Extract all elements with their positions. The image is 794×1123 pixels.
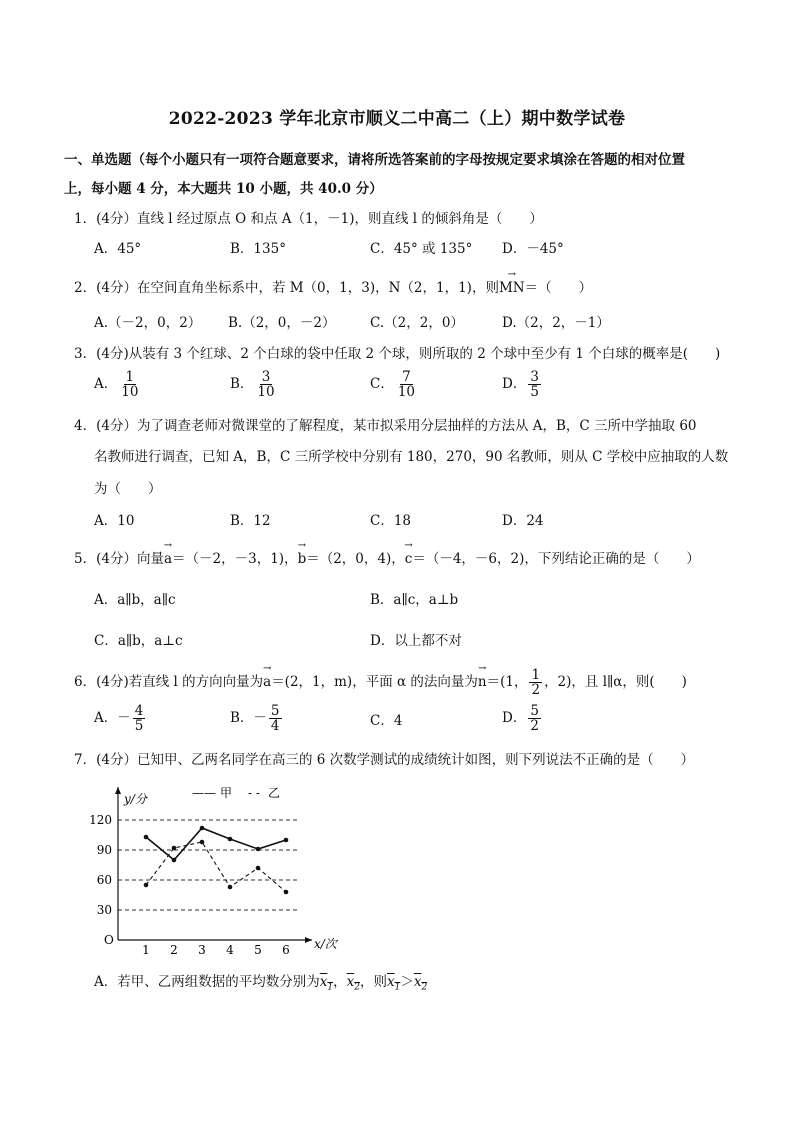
q5-stem (74, 547, 700, 567)
y-axis-label: y/分 (124, 792, 147, 806)
q3-option-b (230, 370, 279, 399)
data-point-甲-1 (144, 835, 149, 840)
q3-option-d-label: D． (502, 376, 527, 393)
q5-vector-a-value: ＝（－2，－3，1)， (172, 551, 298, 567)
q2-option-b: B.（2，0，－2） (228, 315, 336, 331)
data-point-乙-1 (144, 883, 149, 888)
q3-option-c-label: C． (370, 376, 394, 393)
q6-option-b (230, 704, 284, 733)
q6-half-fraction (529, 668, 542, 697)
q5-vector-c: → c (405, 551, 413, 567)
q3-d-numerator: 3 (530, 369, 539, 385)
legend-symbol-yi: - - (248, 786, 260, 800)
mean-x2-compare: $x_2$ (413, 974, 428, 993)
q2-stem-pre: 2．(4分）在空间直角坐标系中，若 M（0，1，3)，N（2，1，1)，则 (74, 280, 499, 296)
q5-option-c: C．a∥b，a⊥c (94, 633, 183, 649)
x-tick-label: 1 (142, 943, 150, 957)
mean-x1-compare: $x_1$ (386, 974, 401, 993)
q3-option-d-fraction (528, 370, 541, 399)
series-line-乙 (146, 842, 286, 892)
q6-vector-n-value-post: ，2)，且 l∥α，则( ) (544, 674, 687, 691)
y-tick-labels (89, 813, 112, 917)
y-tick-label: 30 (96, 903, 112, 917)
q1-option-c: C．45° 或 135° (370, 241, 473, 257)
x-tick-label: 6 (282, 943, 290, 957)
q2-option-d: D.（2，2，－1） (502, 315, 610, 331)
exam-title: 2022-2023 学年北京市顺义二中高二（上）期中数学试卷 (168, 109, 626, 129)
q6-option-d (502, 704, 543, 733)
q6-n-denominator: 2 (531, 682, 541, 699)
q3-option-d (502, 370, 543, 399)
q3-option-b-fraction (255, 370, 276, 399)
data-point-乙-5 (256, 866, 261, 871)
q3-option-c (370, 370, 419, 399)
q3-c-denominator: 10 (397, 384, 416, 401)
q4-option-c: C．18 (370, 513, 412, 529)
q6-a-numerator: 4 (134, 703, 144, 719)
section-1-header-line1: 一、单选题（每个小题只有一项符合题意要求，请将所选答案前的字母按规定要求填涂在答题的相对位置 (64, 152, 685, 168)
q4-stem-line2: 名教师进行调查，已知 A，B，C 三所学校中分别有 180，270，90 名教师，则从 C 学校中应抽取的人数 (94, 449, 729, 465)
data-point-甲-6 (284, 838, 289, 843)
q3-option-a-label: A． (94, 376, 118, 393)
series-line-甲 (146, 828, 286, 860)
q4-option-d: D．24 (502, 513, 544, 529)
q6-n-numerator: 1 (531, 667, 541, 683)
q3-a-denominator: 10 (121, 384, 139, 401)
q4-option-b: B．12 (230, 513, 271, 529)
score-line-chart (80, 775, 360, 960)
q5-option-d: D．以上都不对 (370, 633, 462, 649)
q3-a-numerator: 1 (125, 369, 135, 385)
q6-d-numerator: 5 (530, 703, 539, 719)
q6-a-denominator: 5 (134, 718, 144, 735)
mean-x2: $x_2$ (346, 974, 360, 993)
x-tick-label: 4 (226, 943, 234, 957)
q6-vector-n-value-pre: ＝(1， (486, 674, 528, 691)
q3-option-c-fraction (396, 370, 417, 399)
chart-gridlines (118, 820, 297, 910)
q5-vector-b-value: ＝（2，0，4)， (306, 551, 405, 567)
q1-option-b: B．135° (230, 241, 286, 257)
q5-stem-prefix: 5．(4分）向量 (74, 551, 164, 567)
q5-vector-a: → a (164, 551, 172, 567)
q3-b-denominator: 10 (257, 384, 275, 401)
x-tick-labels (142, 943, 290, 957)
q7-option-a: A．若甲、乙两组数据的平均数分别为$x_1$，$x_2$，则$x_1>x_2$ (94, 974, 428, 993)
q6-stem (74, 668, 687, 697)
chart-legend (192, 786, 280, 800)
q6-b-denominator: 4 (270, 718, 280, 735)
q6-b-numerator: 5 (270, 703, 280, 719)
q2-option-a: A.（－2，0，2） (94, 315, 202, 331)
greater-than-sign: ＞ (400, 974, 414, 990)
data-point-乙-4 (228, 885, 233, 890)
x-axis-arrow (305, 937, 312, 943)
q3-b-numerator: 3 (261, 369, 271, 385)
y-axis-arrow (115, 787, 121, 794)
q3-d-denominator: 5 (530, 384, 539, 401)
q5-vector-b: → b (298, 551, 307, 567)
q3-option-a (94, 370, 142, 399)
q1-stem: 1．(4分）直线 l 经过原点 O 和点 A（1，－1)，则直线 l 的倾斜角是（ ） (74, 211, 543, 227)
q7-stem: 7．(4分）已知甲、乙两名同学在高三的 6 次数学测试的成绩统计如图，则下列说法不正确的是（ ） (74, 752, 695, 768)
origin-label: O (104, 933, 114, 947)
chart-series (144, 826, 289, 895)
q4-option-a: A．10 (94, 513, 135, 529)
legend-entry-yi: 乙 (268, 786, 281, 800)
x-axis-label: x/次 (314, 937, 337, 951)
q6-option-a-label: A．－ (94, 710, 131, 727)
q6-vector-a-value: ＝(2，1，m)，平面 α 的法向量为 (271, 674, 478, 691)
q1-option-a: A．45° (94, 241, 142, 257)
q3-c-numerator: 7 (402, 369, 411, 385)
mean-x1: $x_1$ (319, 974, 334, 993)
q7-option-a-mid: ，则 (359, 974, 387, 990)
data-point-乙-3 (200, 840, 205, 845)
q6-stem-prefix: 6．(4分)若直线 l 的方向向量为 (74, 674, 264, 691)
q3-option-b-label: B． (230, 376, 254, 393)
q1-option-d: D．－45° (502, 241, 564, 257)
section-1-header-line2: 上，每小题 4 分，本大题共 10 小题，共 40.0 分） (64, 181, 383, 197)
q6-option-c: C．4 (370, 713, 403, 729)
data-point-甲-2 (172, 858, 177, 863)
x-tick-label: 3 (198, 943, 206, 957)
y-tick-label: 120 (89, 813, 112, 827)
x-tick-label: 5 (254, 943, 262, 957)
y-tick-label: 90 (96, 843, 112, 857)
q5-option-b: B．a∥c，a⊥b (370, 592, 459, 608)
data-point-甲-3 (200, 826, 205, 831)
data-point-甲-4 (228, 837, 233, 842)
q2-option-c: C.（2，2，0） (370, 315, 464, 331)
q7-option-a-pre: A．若甲、乙两组数据的平均数分别为 (94, 974, 320, 990)
q5-option-a: A．a∥b，a∥c (94, 592, 176, 608)
q6-vector-n: → n (478, 674, 487, 690)
q3-stem: 3．(4分)从装有 3 个红球、2 个白球的袋中任取 2 个球，则所取的 2 个球中至少有 1 个白球的概率是( ) (74, 346, 721, 362)
q2-stem-post: ＝（ ） (524, 280, 593, 296)
q6-vector-a: → a (263, 674, 271, 690)
data-point-甲-5 (256, 847, 261, 852)
legend-symbol-jia: —— (192, 786, 216, 800)
q3-option-a-fraction (119, 370, 140, 399)
q6-option-d-fraction (528, 704, 541, 733)
q6-option-a-fraction (133, 704, 146, 733)
q6-d-denominator: 2 (530, 718, 539, 735)
y-tick-label: 60 (96, 873, 112, 887)
q6-option-d-label: D． (502, 710, 527, 727)
q6-option-a (94, 704, 147, 733)
legend-entry-jia: 甲 (220, 786, 233, 800)
x-tick-label: 2 (170, 943, 178, 957)
q2-stem (74, 276, 592, 296)
q4-stem-line3: 为（ ） (94, 481, 162, 497)
data-point-乙-6 (284, 890, 289, 895)
data-point-乙-2 (172, 846, 177, 851)
q2-vector-mn: → MN (499, 280, 525, 296)
q6-option-b-label: B．－ (230, 710, 267, 727)
q6-option-b-fraction (269, 704, 282, 733)
q4-stem-line1: 4．(4分）为了调查老师对微课堂的了解程度，某市拟采用分层抽样的方法从 A，B，C 三所中学抽取 60 (74, 418, 697, 434)
q5-vector-c-value: ＝（－4，－6，2)，下列结论正确的是（ ） (412, 551, 700, 567)
